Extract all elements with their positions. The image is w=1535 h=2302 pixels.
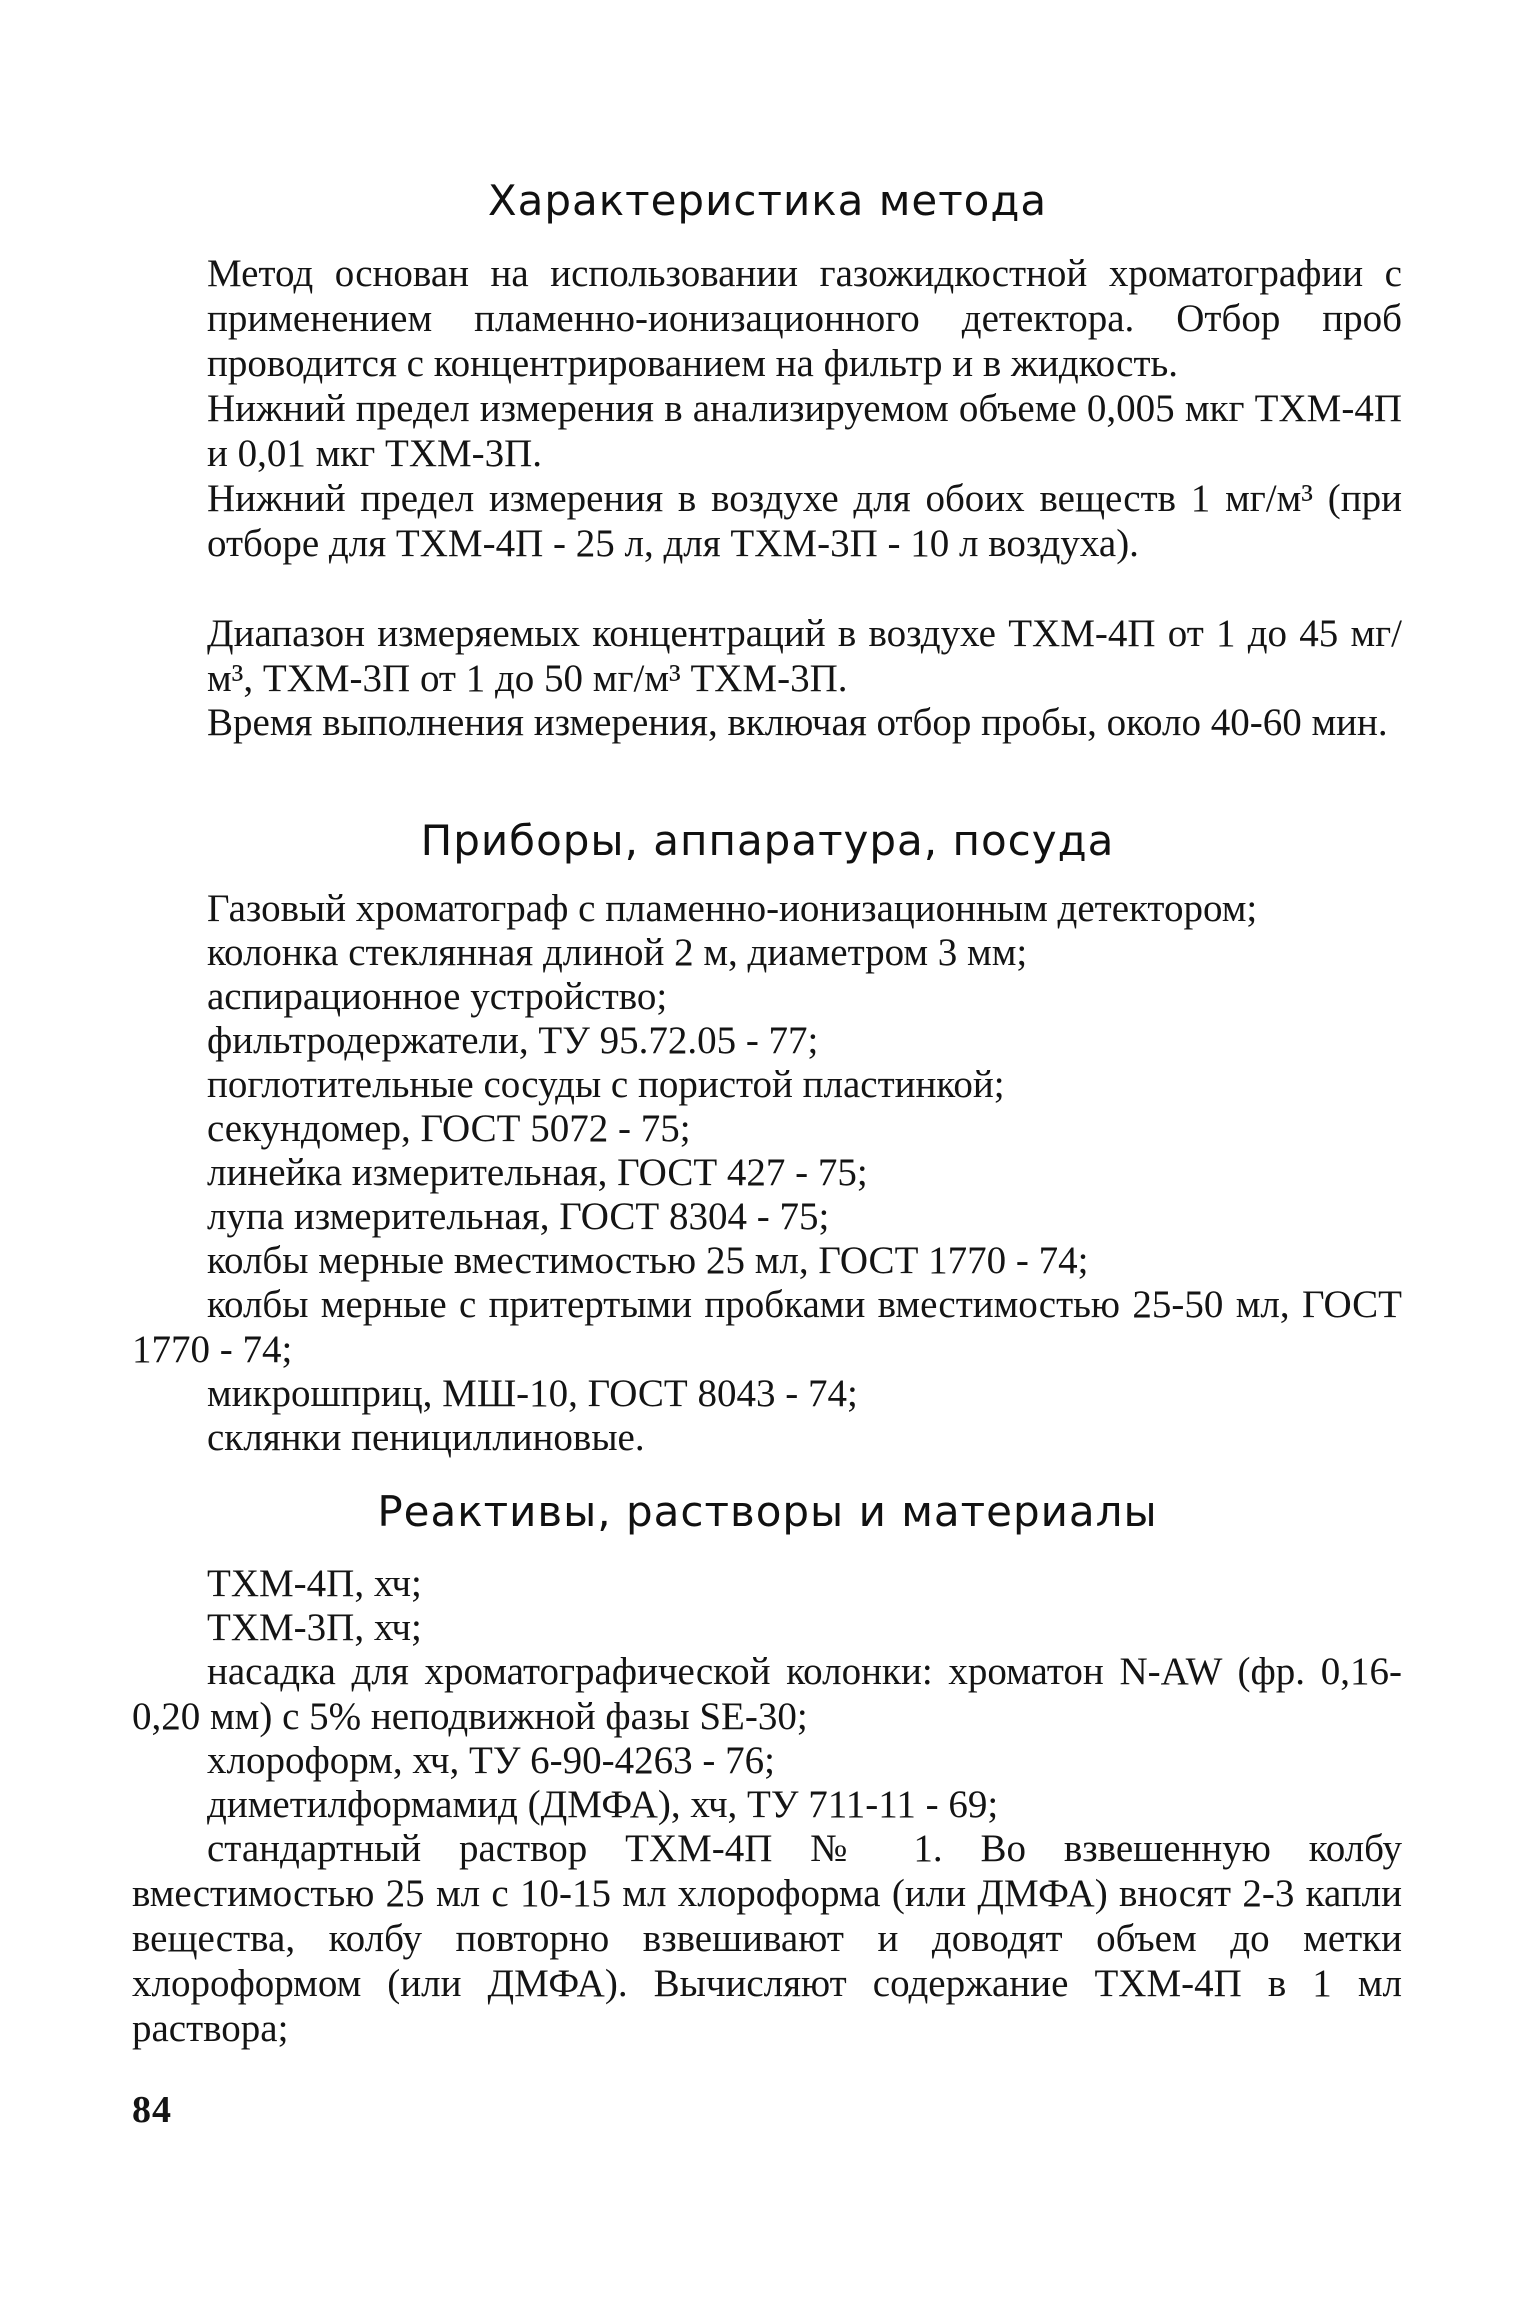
list-item: поглотительные сосуды с пористой пластинкой; [207,1063,1005,1106]
list-item: ТХМ-3П, хч; [207,1606,422,1649]
list-item: хлороформ, хч, ТУ 6-90-4263 - 76; [207,1739,775,1782]
section-heading-reagents: Реактивы, растворы и материалы [377,1487,1158,1536]
list-item: диметилформамид (ДМФА), хч, ТУ 711-11 - 69; [207,1783,999,1826]
page-number: 84 [132,2089,172,2131]
paragraph: Метод основан на использовании газожидкостной хроматографии с применением пламенно-ионизационного детектора. Отбор проб проводится с концентрированием на фильтр и в жидкость. [207,252,1402,385]
list-item: склянки пенициллиновые. [207,1416,645,1459]
section-heading-characteristics: Характеристика метода [487,176,1048,225]
list-item: секундомер, ГОСТ 5072 - 75; [207,1107,691,1150]
list-item: ТХМ-4П, хч; [207,1562,422,1605]
list-item: линейка измерительная, ГОСТ 427 - 75; [207,1151,868,1194]
list-item: лупа измерительная, ГОСТ 8304 - 75; [207,1195,830,1238]
paragraph: Диапазон измеряемых концентраций в воздухе ТХМ-4П от 1 до 45 мг/м³, ТХМ-3П от 1 до 50 мг/м³ ТХМ-3П. [207,612,1402,700]
paragraph: Нижний предел измерения в воздухе для обоих веществ 1 мг/м³ (при отборе для ТХМ-4П - 25 л, для ТХМ-3П - 10 л воздуха). [207,477,1402,565]
list-item: насадка для хроматографической колонки: хроматон N-AW (фр. 0,16-0,20 мм) с 5% неподвижной фазы SE-30; [132,1650,1402,1738]
list-item: колонка стеклянная длиной 2 м, диаметром 3 мм; [207,931,1028,974]
list-item: аспирационное устройство; [207,975,668,1018]
list-item: колбы мерные с притертыми пробками вместимостью 25-50 мл, ГОСТ 1770 - 74; [132,1283,1402,1371]
paragraph: Время выполнения измерения, включая отбор пробы, около 40-60 мин. [207,701,1388,744]
list-item: Газовый хроматограф с пламенно-ионизационным детектором; [207,887,1258,930]
list-item: фильтродержатели, ТУ 95.72.05 - 77; [207,1019,819,1062]
section-heading-equipment: Приборы, аппаратура, посуда [420,816,1115,865]
list-item: стандартный раствор ТХМ-4П № 1. Во взвешенную колбу вместимостью 25 мл с 10-15 мл хлороформа (или ДМФА) вносят 2-3 капли вещества, колбу повторно взвешивают и доводят объем до метки хлороформом (или ДМФА). Вычисляют содержание ТХМ-4П в 1 мл раствора; [132,1827,1402,2050]
paragraph: Нижний предел измерения в анализируемом объеме 0,005 мкг ТХМ-4П и 0,01 мкг ТХМ-3П. [207,387,1402,475]
list-item: микрошприц, МШ-10, ГОСТ 8043 - 74; [207,1372,858,1415]
list-item: колбы мерные вместимостью 25 мл, ГОСТ 1770 - 74; [207,1239,1089,1282]
